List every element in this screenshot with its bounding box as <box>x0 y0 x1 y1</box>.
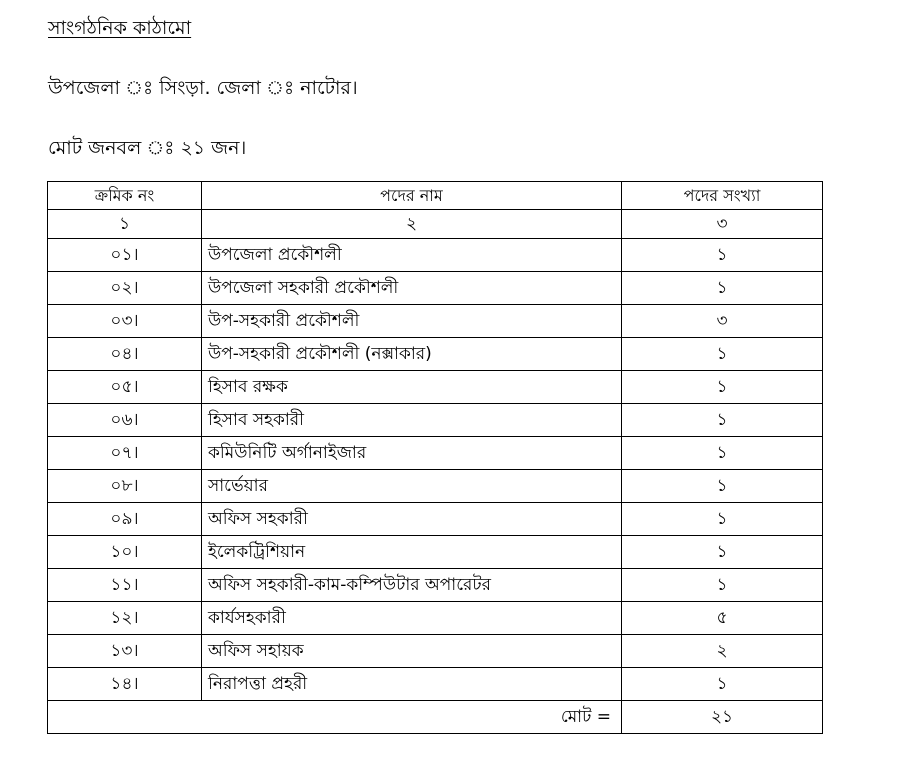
table-row <box>48 569 823 602</box>
serial-cell: ১৩। <box>48 635 202 668</box>
table-row <box>48 404 823 437</box>
post-name-cell: অফিস সহকারী-কাম-কম্পিউটার অপারেটর <box>202 569 622 602</box>
total-label: মোট = <box>48 701 622 734</box>
post-name-cell: উপ-সহকারী প্রকৌশলী (নক্সাকার) <box>202 338 622 371</box>
total-manpower-line: মোট জনবল ঃ ২১ জন। <box>48 137 247 159</box>
serial-cell: ০১। <box>48 239 202 272</box>
post-name-cell: ইলেকট্রিশিয়ান <box>202 536 622 569</box>
post-count-cell: ১ <box>622 503 823 536</box>
page-title: সাংগঠনিক কাঠামো <box>48 17 192 39</box>
post-name-cell: হিসাব রক্ষক <box>202 371 622 404</box>
table-row <box>48 239 823 272</box>
table-row <box>48 635 823 668</box>
table-row <box>48 371 823 404</box>
serial-cell: ১৪। <box>48 668 202 701</box>
serial-cell: ১২। <box>48 602 202 635</box>
post-count-cell: ১ <box>622 272 823 305</box>
total-value: ২১ <box>622 701 823 734</box>
column-number-row <box>48 210 823 239</box>
post-name-cell: অফিস সহায়ক <box>202 635 622 668</box>
table-row <box>48 668 823 701</box>
table-row <box>48 437 823 470</box>
post-name-cell: উপ-সহকারী প্রকৌশলী <box>202 305 622 338</box>
serial-cell: ০৭। <box>48 437 202 470</box>
serial-cell: ০৩। <box>48 305 202 338</box>
header-post-name: পদের নাম <box>202 182 622 210</box>
header-post-count: পদের সংখ্যা <box>622 182 823 210</box>
post-name-cell: কমিউনিটি অর্গানাইজার <box>202 437 622 470</box>
post-count-cell: ২ <box>622 635 823 668</box>
header-serial: ক্রমিক নং <box>48 182 202 210</box>
organogram-table <box>47 181 823 734</box>
location-line: উপজেলা ঃ সিংড়া. জেলা ঃ নাটোর। <box>48 77 358 99</box>
post-count-cell: ১ <box>622 338 823 371</box>
post-count-cell: ১ <box>622 437 823 470</box>
post-count-cell: ১ <box>622 569 823 602</box>
serial-cell: ০৯। <box>48 503 202 536</box>
post-count-cell: ১ <box>622 239 823 272</box>
table-row <box>48 602 823 635</box>
post-count-cell: ১ <box>622 470 823 503</box>
post-name-cell: সার্ভেয়ার <box>202 470 622 503</box>
serial-cell: ০৮। <box>48 470 202 503</box>
serial-cell: ১১। <box>48 569 202 602</box>
post-count-cell: ১ <box>622 668 823 701</box>
post-name-cell: কার্যসহকারী <box>202 602 622 635</box>
table-row <box>48 470 823 503</box>
table-header-row <box>48 182 823 210</box>
column-number: ২ <box>202 210 622 239</box>
column-number: ৩ <box>622 210 823 239</box>
post-name-cell: অফিস সহকারী <box>202 503 622 536</box>
serial-cell: ১০। <box>48 536 202 569</box>
post-name-cell: উপজেলা প্রকৌশলী <box>202 239 622 272</box>
serial-cell: ০৫। <box>48 371 202 404</box>
serial-cell: ০৬। <box>48 404 202 437</box>
post-count-cell: ৫ <box>622 602 823 635</box>
post-count-cell: ১ <box>622 371 823 404</box>
serial-cell: ০৪। <box>48 338 202 371</box>
post-name-cell: হিসাব সহকারী <box>202 404 622 437</box>
table-row <box>48 338 823 371</box>
post-count-cell: ১ <box>622 536 823 569</box>
column-number: ১ <box>48 210 202 239</box>
serial-cell: ০২। <box>48 272 202 305</box>
table-row <box>48 536 823 569</box>
table-row <box>48 272 823 305</box>
post-count-cell: ৩ <box>622 305 823 338</box>
total-row <box>48 701 823 734</box>
table-row <box>48 503 823 536</box>
post-count-cell: ১ <box>622 404 823 437</box>
post-name-cell: নিরাপত্তা প্রহরী <box>202 668 622 701</box>
table-row <box>48 305 823 338</box>
post-name-cell: উপজেলা সহকারী প্রকৌশলী <box>202 272 622 305</box>
